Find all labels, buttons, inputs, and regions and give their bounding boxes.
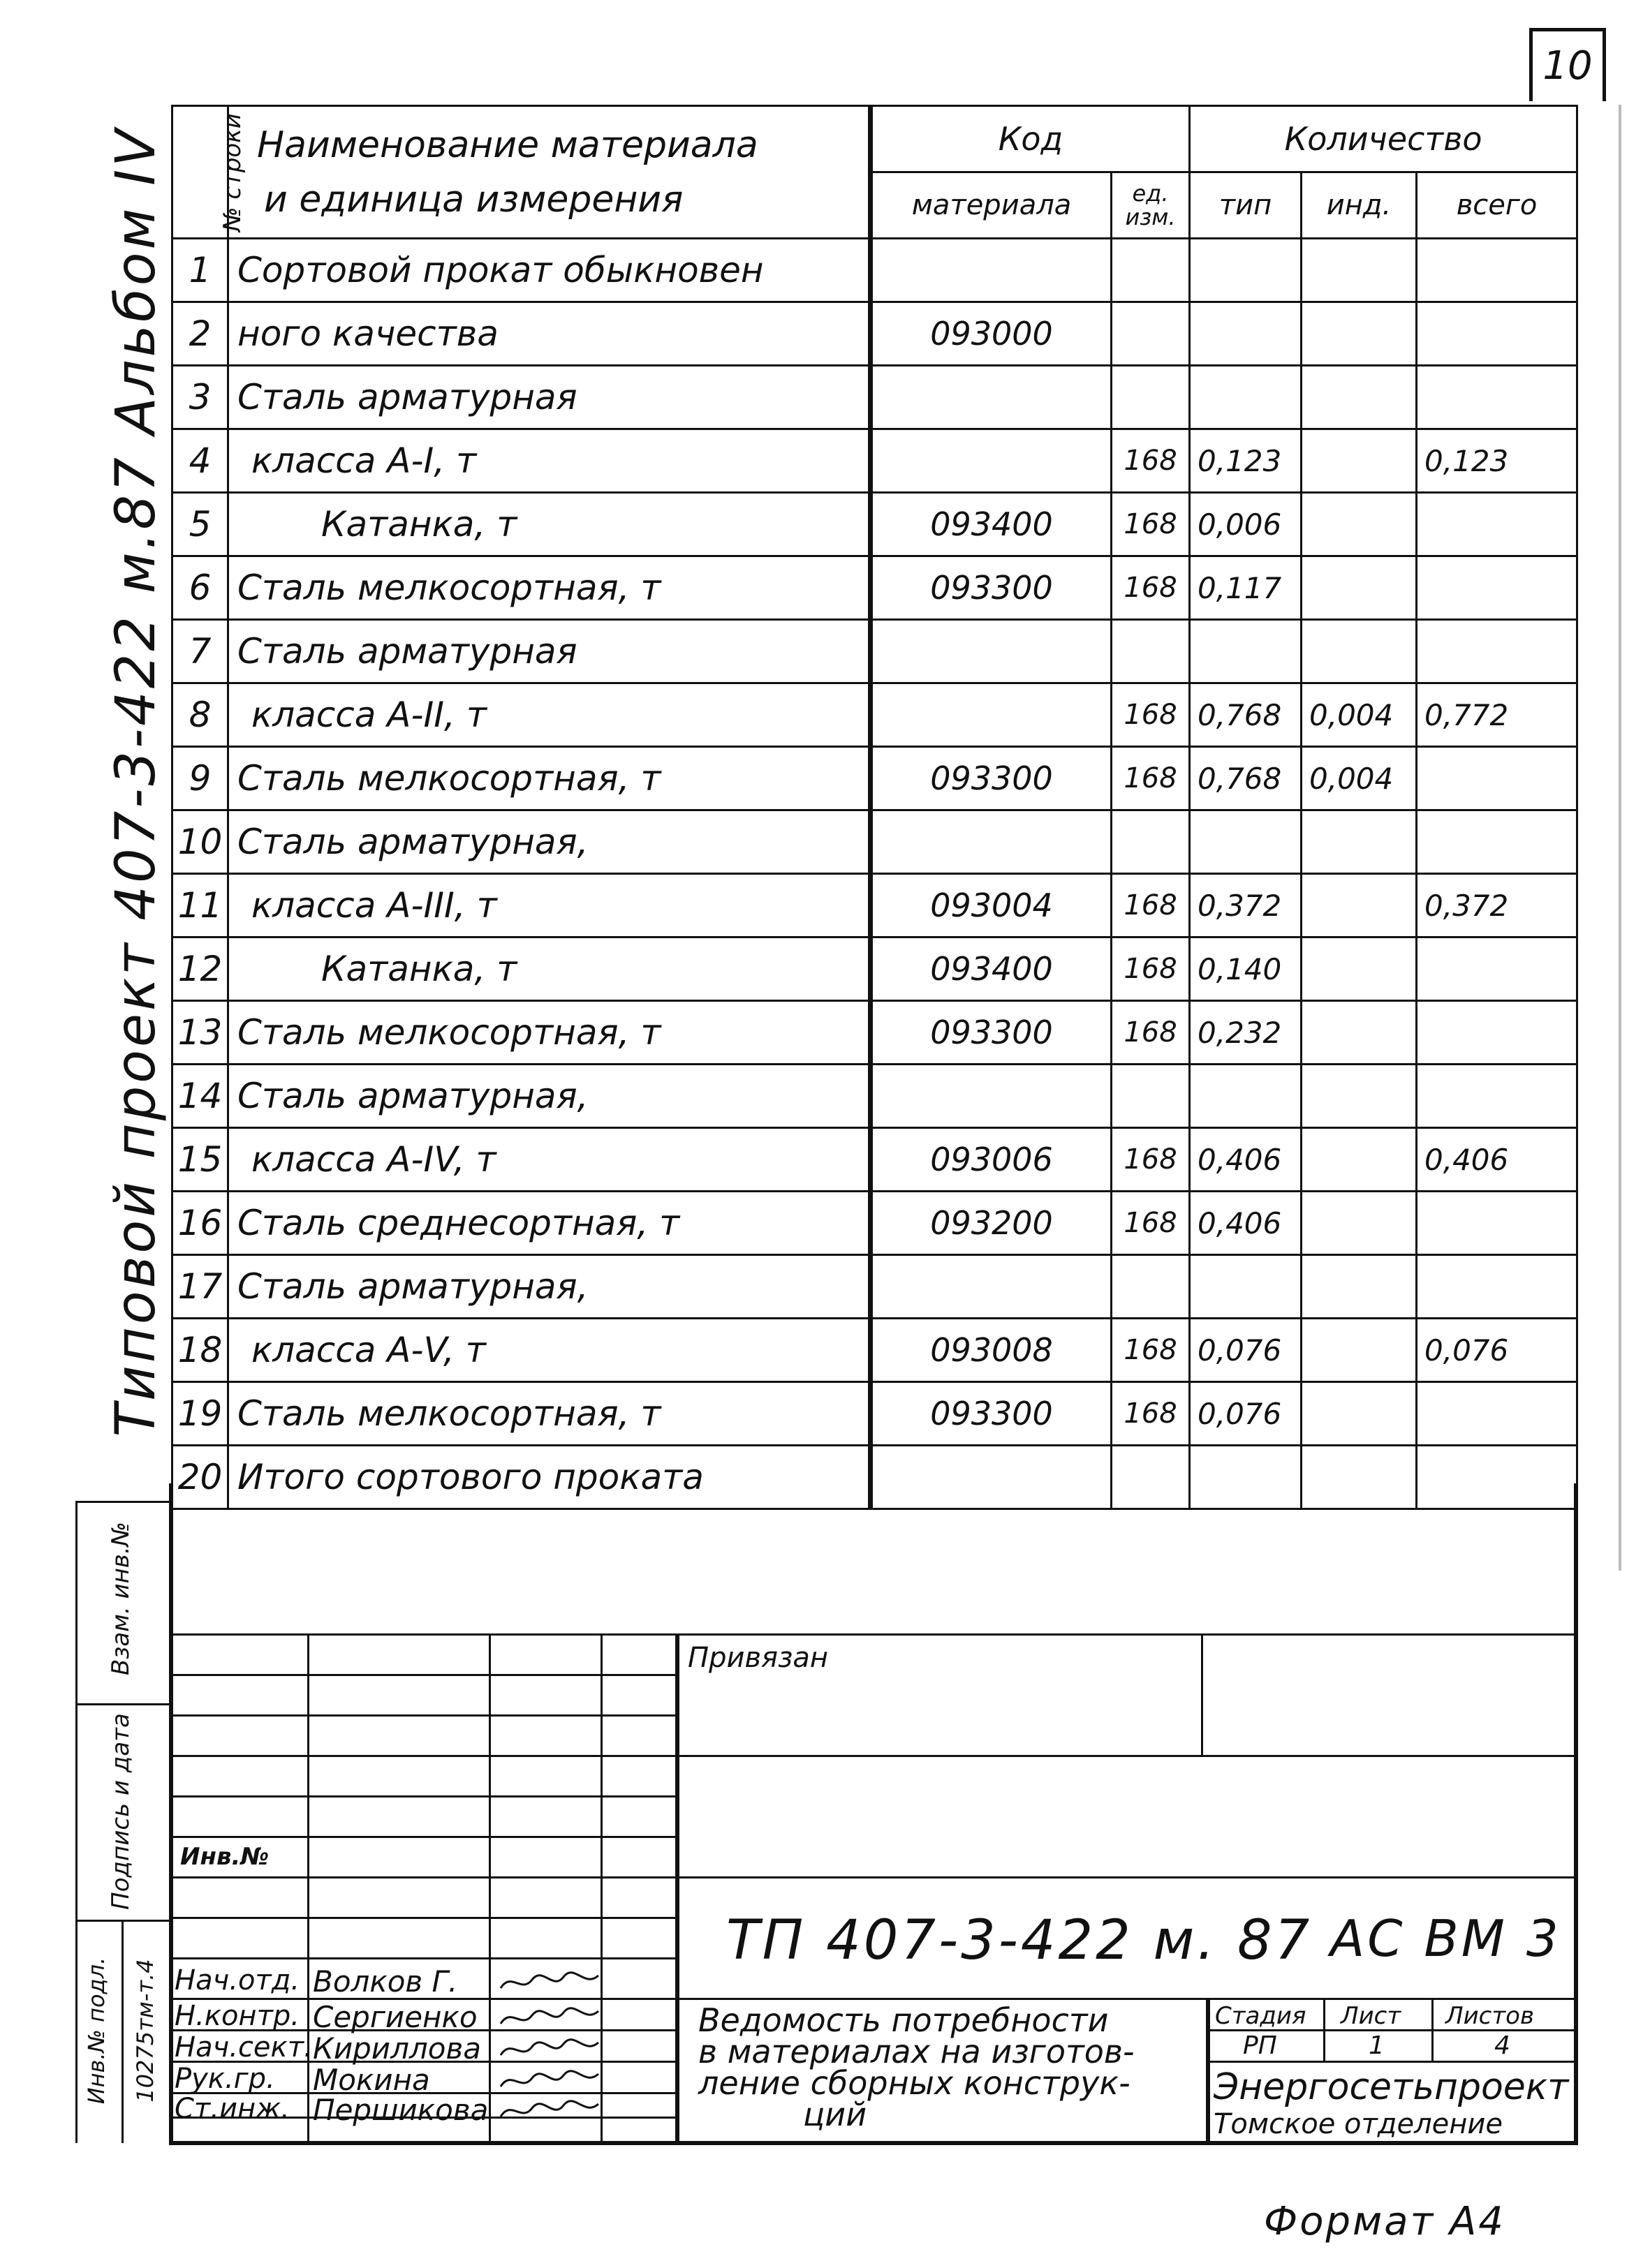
row-name: класса А-II, т <box>228 683 871 747</box>
table-row <box>172 937 1577 1001</box>
row-qty-ind <box>1302 1446 1417 1509</box>
row-name: Сталь арматурная, <box>228 1255 871 1319</box>
signature-scrawl-svg <box>497 2068 602 2093</box>
org-name: Энергосетьпроект <box>1214 2066 1569 2108</box>
row-name: Сталь арматурная <box>228 620 871 683</box>
row-name: Сталь мелкосортная, т <box>228 747 871 810</box>
row-number: 12 <box>172 937 228 1001</box>
row-name: Катанка, т <box>228 937 871 1001</box>
inv-podl-label: Инв.№ подл. <box>83 1957 110 2105</box>
row-qty-total <box>1417 493 1577 556</box>
row-code: 093300 <box>871 1001 1112 1065</box>
row-qty-total: 0,372 <box>1417 874 1577 937</box>
row-number: 19 <box>172 1382 228 1446</box>
row-code <box>871 429 1112 493</box>
table-row <box>172 1446 1577 1509</box>
row-qty-total <box>1417 366 1577 429</box>
row-number: 16 <box>172 1192 228 1255</box>
row-qty-type: 0,076 <box>1190 1382 1302 1446</box>
sheets-value: 4 <box>1494 2031 1510 2060</box>
header-name-line2: и единица измерения <box>264 178 684 221</box>
header-row-no-text: № строки <box>218 112 246 232</box>
tb-v-sheets <box>1431 1998 1434 2061</box>
table-row <box>172 747 1577 810</box>
row-qty-ind: 0,004 <box>1302 683 1417 747</box>
vzam-inv-label: Взам. инв.№ <box>107 1521 135 1676</box>
row-unit <box>1112 302 1190 366</box>
row-qty-ind <box>1302 1128 1417 1192</box>
row-code <box>871 239 1112 302</box>
row-qty-total <box>1417 1001 1577 1065</box>
row-qty-type: 0,768 <box>1190 683 1302 747</box>
header-name-line1: Наименование материала <box>257 124 758 166</box>
tb-stage-val-line <box>1208 2061 1575 2063</box>
tb-v-1 <box>307 1633 309 2143</box>
row-unit: 168 <box>1112 1001 1190 1065</box>
tb-h-0 <box>171 1633 1575 1636</box>
row-unit <box>1112 366 1190 429</box>
table-row <box>172 683 1577 747</box>
row-code: 093200 <box>871 1192 1112 1255</box>
table-row <box>172 239 1577 302</box>
row-number: 1 <box>172 239 228 302</box>
row-qty-type: 0,006 <box>1190 493 1302 556</box>
row-unit: 168 <box>1112 937 1190 1001</box>
row-qty-type: 0,123 <box>1190 429 1302 493</box>
table-row <box>172 1382 1577 1446</box>
header-row-no <box>172 106 246 239</box>
row-qty-total <box>1417 1065 1577 1128</box>
table-row <box>172 1255 1577 1319</box>
signature-role: Н.контр. <box>175 2000 300 2032</box>
row-qty-ind <box>1302 493 1417 556</box>
row-qty-type: 0,117 <box>1190 556 1302 620</box>
row-number: 11 <box>172 874 228 937</box>
tb-v-stage <box>1206 1998 1210 2143</box>
header-quantity: Количество <box>1190 106 1577 172</box>
row-number: 2 <box>172 302 228 366</box>
row-qty-total <box>1417 810 1577 874</box>
frame-bottom <box>169 2141 1578 2145</box>
row-qty-total <box>1417 620 1577 683</box>
row-name: Сортовой прокат обыкновен <box>228 239 871 302</box>
table-row <box>172 1128 1577 1192</box>
signature-scrawl-svg <box>497 2006 602 2031</box>
row-unit <box>1112 620 1190 683</box>
row-qty-total <box>1417 556 1577 620</box>
row-unit <box>1112 1446 1190 1509</box>
row-qty-ind <box>1302 302 1417 366</box>
table-row <box>172 1192 1577 1255</box>
row-number: 18 <box>172 1319 228 1382</box>
doc-title <box>698 2001 1135 2133</box>
designation: ТП 407-3-422 м. 87 <box>726 1909 1313 1972</box>
row-code <box>871 366 1112 429</box>
row-number: 10 <box>172 810 228 874</box>
row-qty-ind <box>1302 810 1417 874</box>
row-qty-type <box>1190 366 1302 429</box>
table-row <box>172 810 1577 874</box>
header-code-material: материала <box>871 172 1112 239</box>
row-qty-ind <box>1302 1382 1417 1446</box>
signature-scrawl <box>497 2068 602 2096</box>
row-qty-type <box>1190 239 1302 302</box>
table-row <box>172 429 1577 493</box>
page-number-box <box>1529 28 1606 101</box>
row-name: Сталь арматурная, <box>228 1065 871 1128</box>
header-code-unit <box>1112 172 1190 239</box>
row-code: 093300 <box>871 556 1112 620</box>
side-binding-text: Типовой проект 407-3-422 м.87 Альбом IV <box>105 126 168 1437</box>
left-strip-mid-line <box>121 1920 124 2143</box>
tb-v-privyazan <box>1201 1633 1203 1755</box>
row-number: 7 <box>172 620 228 683</box>
table-row <box>172 366 1577 429</box>
tb-h-3 <box>171 1755 1575 1757</box>
row-qty-type: 0,140 <box>1190 937 1302 1001</box>
table-row <box>172 1065 1577 1128</box>
row-name: класса А-IV, т <box>228 1128 871 1192</box>
row-qty-ind <box>1302 1192 1417 1255</box>
sheet-label: Лист <box>1341 2002 1401 2030</box>
row-number: 3 <box>172 366 228 429</box>
row-unit <box>1112 810 1190 874</box>
row-qty-total <box>1417 747 1577 810</box>
row-unit <box>1112 1255 1190 1319</box>
row-qty-total <box>1417 239 1577 302</box>
signature-scrawl-svg <box>497 2037 602 2062</box>
header-code: Код <box>871 106 1190 172</box>
row-qty-ind <box>1302 1255 1417 1319</box>
frame-right-lower <box>1574 1483 1578 2143</box>
table-row <box>172 1001 1577 1065</box>
row-name: Сталь мелкосортная, т <box>228 556 871 620</box>
signature-role: Нач.отд. <box>175 1964 300 1996</box>
row-qty-total: 0,076 <box>1417 1319 1577 1382</box>
row-qty-type: 0,768 <box>1190 747 1302 810</box>
row-unit <box>1112 239 1190 302</box>
row-code <box>871 1065 1112 1128</box>
row-number: 17 <box>172 1255 228 1319</box>
right-margin-line <box>1619 105 1621 1571</box>
tb-v-2 <box>489 1633 491 2143</box>
row-number: 8 <box>172 683 228 747</box>
row-qty-ind: 0,004 <box>1302 747 1417 810</box>
row-unit <box>1112 1065 1190 1128</box>
row-number: 9 <box>172 747 228 810</box>
signature-scrawl <box>497 2098 602 2126</box>
left-strip-outer-line <box>75 1501 78 2143</box>
signature-role: Ст.инж. <box>175 2093 290 2125</box>
doc-title-line-3: ление сборных конструк- <box>698 2064 1130 2102</box>
row-qty-type: 0,406 <box>1190 1128 1302 1192</box>
signature-scrawl <box>497 2037 602 2065</box>
signature-name: Кириллова <box>313 2031 481 2066</box>
row-qty-type: 0,076 <box>1190 1319 1302 1382</box>
row-number: 5 <box>172 493 228 556</box>
signature-scrawl <box>497 2006 602 2033</box>
row-code <box>871 1255 1112 1319</box>
inv-podl-value: 10275тм-т.4 <box>132 1959 159 2103</box>
format-label: Формат А4 <box>1264 2199 1505 2244</box>
row-number: 20 <box>172 1446 228 1509</box>
row-code: 093000 <box>871 302 1112 366</box>
row-qty-total: 0,406 <box>1417 1128 1577 1192</box>
row-qty-type <box>1190 1446 1302 1509</box>
row-qty-ind <box>1302 239 1417 302</box>
row-qty-total <box>1417 1446 1577 1509</box>
row-unit: 168 <box>1112 683 1190 747</box>
privyazan-label: Привязан <box>688 1642 829 1674</box>
row-number: 6 <box>172 556 228 620</box>
row-code <box>871 1446 1112 1509</box>
side-binding-stamp <box>105 119 168 1445</box>
row-qty-ind <box>1302 1319 1417 1382</box>
row-name: Сталь арматурная <box>228 366 871 429</box>
podpis-data-label: Подпись и дата <box>107 1713 135 1910</box>
left-strip-top <box>75 1501 170 1503</box>
doc-title-line-4: ций <box>803 2096 867 2133</box>
row-code <box>871 810 1112 874</box>
row-qty-type: 0,406 <box>1190 1192 1302 1255</box>
row-name: Итого сортового проката <box>228 1446 871 1509</box>
row-name: Сталь мелкосортная, т <box>228 1001 871 1065</box>
sheet-code: АС ВМ 3 <box>1330 1909 1561 1968</box>
stage-value: РП <box>1243 2031 1277 2060</box>
row-qty-ind <box>1302 366 1417 429</box>
row-qty-ind <box>1302 1065 1417 1128</box>
tb-v-3 <box>601 1633 603 2143</box>
row-qty-ind <box>1302 620 1417 683</box>
table-row <box>172 556 1577 620</box>
row-code <box>871 620 1112 683</box>
table-row <box>172 1319 1577 1382</box>
row-code: 093004 <box>871 874 1112 937</box>
row-number: 4 <box>172 429 228 493</box>
tb-v-sheet <box>1323 1998 1325 2061</box>
row-unit: 168 <box>1112 1382 1190 1446</box>
header-qty-total: всего <box>1417 172 1577 239</box>
signature-name: Волков Г. <box>313 1964 458 1999</box>
row-code: 093008 <box>871 1319 1112 1382</box>
row-unit: 168 <box>1112 874 1190 937</box>
row-code <box>871 683 1112 747</box>
row-code: 093300 <box>871 747 1112 810</box>
left-stamp-strip <box>75 1501 170 2143</box>
row-qty-type <box>1190 1065 1302 1128</box>
signature-scrawl-svg <box>497 2098 602 2124</box>
table-row <box>172 620 1577 683</box>
tb-v-4 <box>675 1633 679 2143</box>
row-code: 093400 <box>871 937 1112 1001</box>
row-number: 13 <box>172 1001 228 1065</box>
table-row <box>172 302 1577 366</box>
row-qty-type: 0,232 <box>1190 1001 1302 1065</box>
row-qty-type <box>1190 1255 1302 1319</box>
row-qty-total <box>1417 1255 1577 1319</box>
signature-role: Нач.сект. <box>175 2031 313 2063</box>
header-unit-line1: ед. <box>1132 180 1169 207</box>
row-name: Сталь арматурная, <box>228 810 871 874</box>
sheets-label: Листов <box>1445 2002 1535 2030</box>
row-unit: 168 <box>1112 429 1190 493</box>
signature-name: Сергиенко <box>313 2000 478 2034</box>
row-unit: 168 <box>1112 493 1190 556</box>
header-unit-line2: изм. <box>1125 204 1176 230</box>
row-qty-ind <box>1302 874 1417 937</box>
row-qty-ind <box>1302 429 1417 493</box>
row-qty-total: 0,772 <box>1417 683 1577 747</box>
row-qty-total <box>1417 937 1577 1001</box>
row-unit: 168 <box>1112 556 1190 620</box>
row-qty-type: 0,372 <box>1190 874 1302 937</box>
header-name <box>228 106 871 239</box>
signature-name: Мокина <box>313 2063 430 2097</box>
org-branch: Томское отделение <box>1214 2108 1503 2140</box>
row-qty-ind <box>1302 1001 1417 1065</box>
row-name: класса А-III, т <box>228 874 871 937</box>
row-qty-type <box>1190 810 1302 874</box>
row-name: класса А-I, т <box>228 429 871 493</box>
row-unit: 168 <box>1112 1319 1190 1382</box>
doc-title-line-1: Ведомость потребности <box>698 2001 1109 2039</box>
header-qty-ind: инд. <box>1302 172 1417 239</box>
page-number: 10 <box>1542 43 1593 89</box>
row-name: Катанка, т <box>228 493 871 556</box>
row-code: 093006 <box>871 1128 1112 1192</box>
sheet-value: 1 <box>1369 2031 1385 2060</box>
row-number: 14 <box>172 1065 228 1128</box>
row-qty-total <box>1417 1192 1577 1255</box>
row-code: 093400 <box>871 493 1112 556</box>
row-qty-ind <box>1302 937 1417 1001</box>
signature-name: Першикова <box>313 2093 489 2127</box>
signature-scrawl-svg <box>497 1970 602 1995</box>
signature-scrawl <box>497 1970 602 1998</box>
row-unit: 168 <box>1112 1128 1190 1192</box>
row-qty-type <box>1190 302 1302 366</box>
row-unit: 168 <box>1112 1192 1190 1255</box>
row-qty-total: 0,123 <box>1417 429 1577 493</box>
materials-table <box>171 105 1578 1510</box>
row-name: ного качества <box>228 302 871 366</box>
row-name: класса А-V, т <box>228 1319 871 1382</box>
row-name: Сталь мелкосортная, т <box>228 1382 871 1446</box>
row-number: 15 <box>172 1128 228 1192</box>
row-qty-type <box>1190 620 1302 683</box>
stage-label: Стадия <box>1215 2002 1306 2030</box>
row-qty-ind <box>1302 556 1417 620</box>
row-unit: 168 <box>1112 747 1190 810</box>
row-name: Сталь среднесортная, т <box>228 1192 871 1255</box>
doc-title-line-2: в материалах на изготов- <box>698 2033 1135 2070</box>
table-row <box>172 493 1577 556</box>
table-row <box>172 874 1577 937</box>
row-qty-total <box>1417 302 1577 366</box>
header-qty-type: тип <box>1190 172 1302 239</box>
inv-no-label: Инв.№ <box>180 1843 270 1871</box>
signature-role: Рук.гр. <box>175 2063 275 2095</box>
row-code: 093300 <box>871 1382 1112 1446</box>
tb-h-6 <box>171 1876 1575 1878</box>
row-qty-total <box>1417 1382 1577 1446</box>
